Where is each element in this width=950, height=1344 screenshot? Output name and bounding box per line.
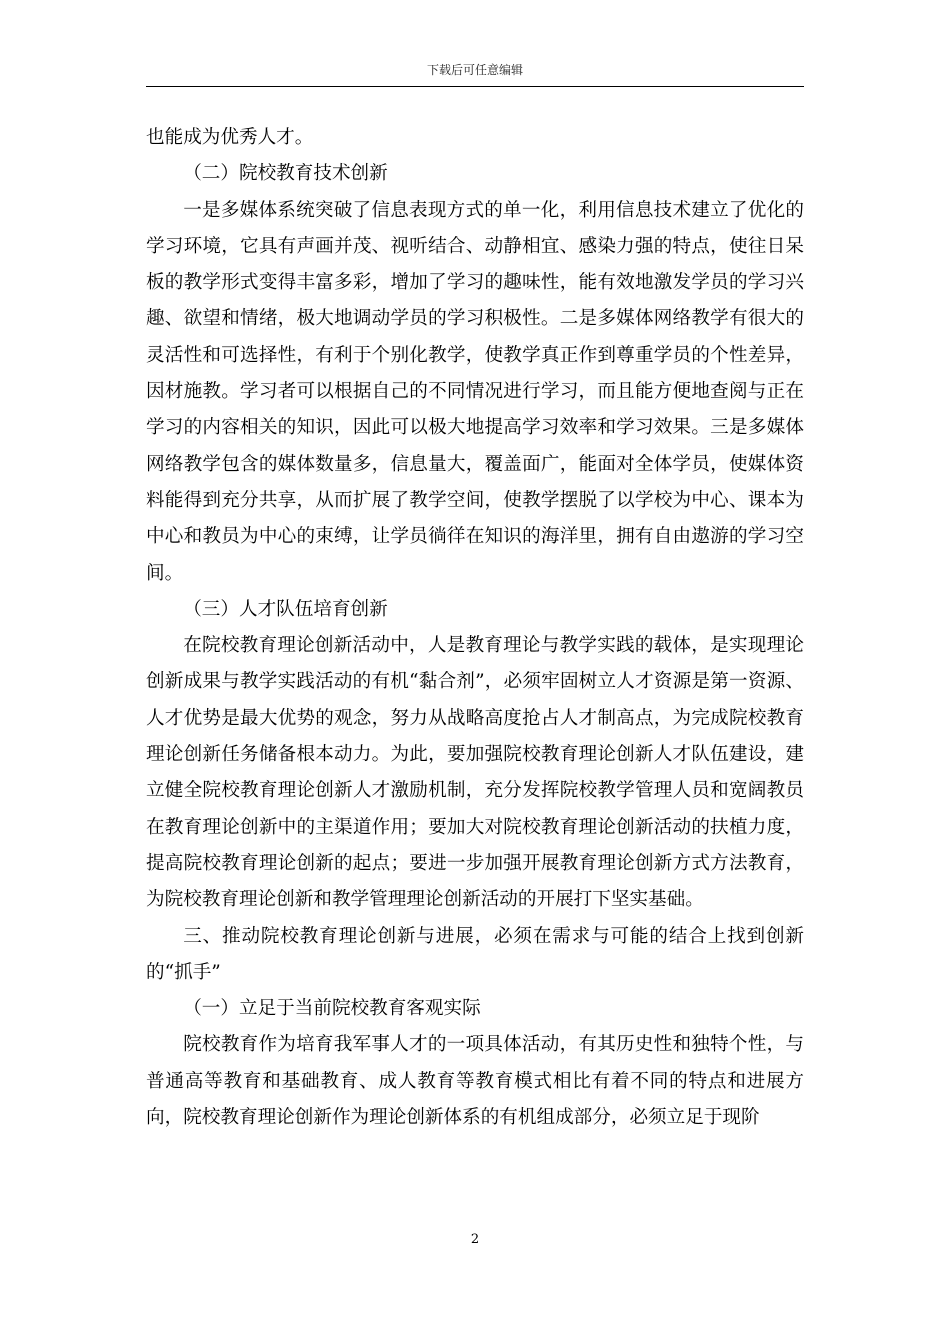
section-heading-1: （一）立足于当前院校教育客观实际 — [183, 998, 481, 1020]
header-divider — [146, 86, 804, 87]
section-heading-2: （二）院校教育技术创新 — [183, 163, 388, 185]
document-body — [146, 120, 804, 1136]
page-header: 下载后可任意编辑 — [426, 63, 523, 77]
paragraph-continuation: 也能成为优秀人才。 — [146, 127, 314, 148]
paragraph-institution: 院校教育作为培育我军事人才的一项具体活动，有其历史性和独特个性，与普通高等教育和基础教育、成人教育等教育模式相比有着不同的特点和进展方向，院校教育理论创新作为理论创新体系的有机组成部分，必须立足于现阶 — [146, 1034, 804, 1129]
chapter-heading-3: 三、推动院校教育理论创新与进展，必须在需求与可能的结合上找到创新的“抓手” — [146, 925, 804, 983]
paragraph-multimedia: 一是多媒体系统突破了信息表现方式的单一化，利用信息技术建立了优化的学习环境，它具有声画并茂、视听结合、动静相宜、感染力强的特点，使往日呆板的教学形式变得丰富多彩，增加了学习的趣味性，能有效地激发学员的学习兴趣、欲望和情绪，极大地调动学员的学习积极性。二是多媒体网络教学有很大的灵活性和可选择性，有利于个别化教学，使教学真正作到尊重学员的个性差异，因材施教。学习者可以根据自己的不同情况进行学习，而且能方便地查阅与正在学习的内容相关的知识，因此可以极大地提高学习效率和学习效果。三是多媒体网络教学包含的媒体数量多，信息量大，覆盖面广，能面对全体学员，使媒体资料能得到充分共享，从而扩展了教学空间，使教学摆脱了以学校为中心、课本为中心和教员为中心的束缚，让学员徜徉在知识的海洋里，拥有自由遨游的学习空间。 — [146, 199, 804, 584]
page-number: 2 — [470, 1232, 480, 1247]
section-heading-3: （三）人才队伍培育创新 — [183, 598, 388, 620]
paragraph-talent: 在院校教育理论创新活动中，人是教育理论与教学实践的载体，是实现理论创新成果与教学实践活动的有机“黏合剂”，必须牢固树立人才资源是第一资源、人才优势是最大优势的观念，努力从战略高度抢占人才制高点，为完成院校教育理论创新任务储备根本动力。为此，要加强院校教育理论创新人才队伍建设，建立健全院校教育理论创新人才激励机制，充分发挥院校教学管理人员和宽阔教员在教育理论创新中的主渠道作用；要加大对院校教育理论创新活动的扶植力度，提高院校教育理论创新的起点；要进一步加强开展教育理论创新方式方法教育，为院校教育理论创新和教学管理理论创新活动的开展打下坚实基础。 — [146, 635, 804, 911]
